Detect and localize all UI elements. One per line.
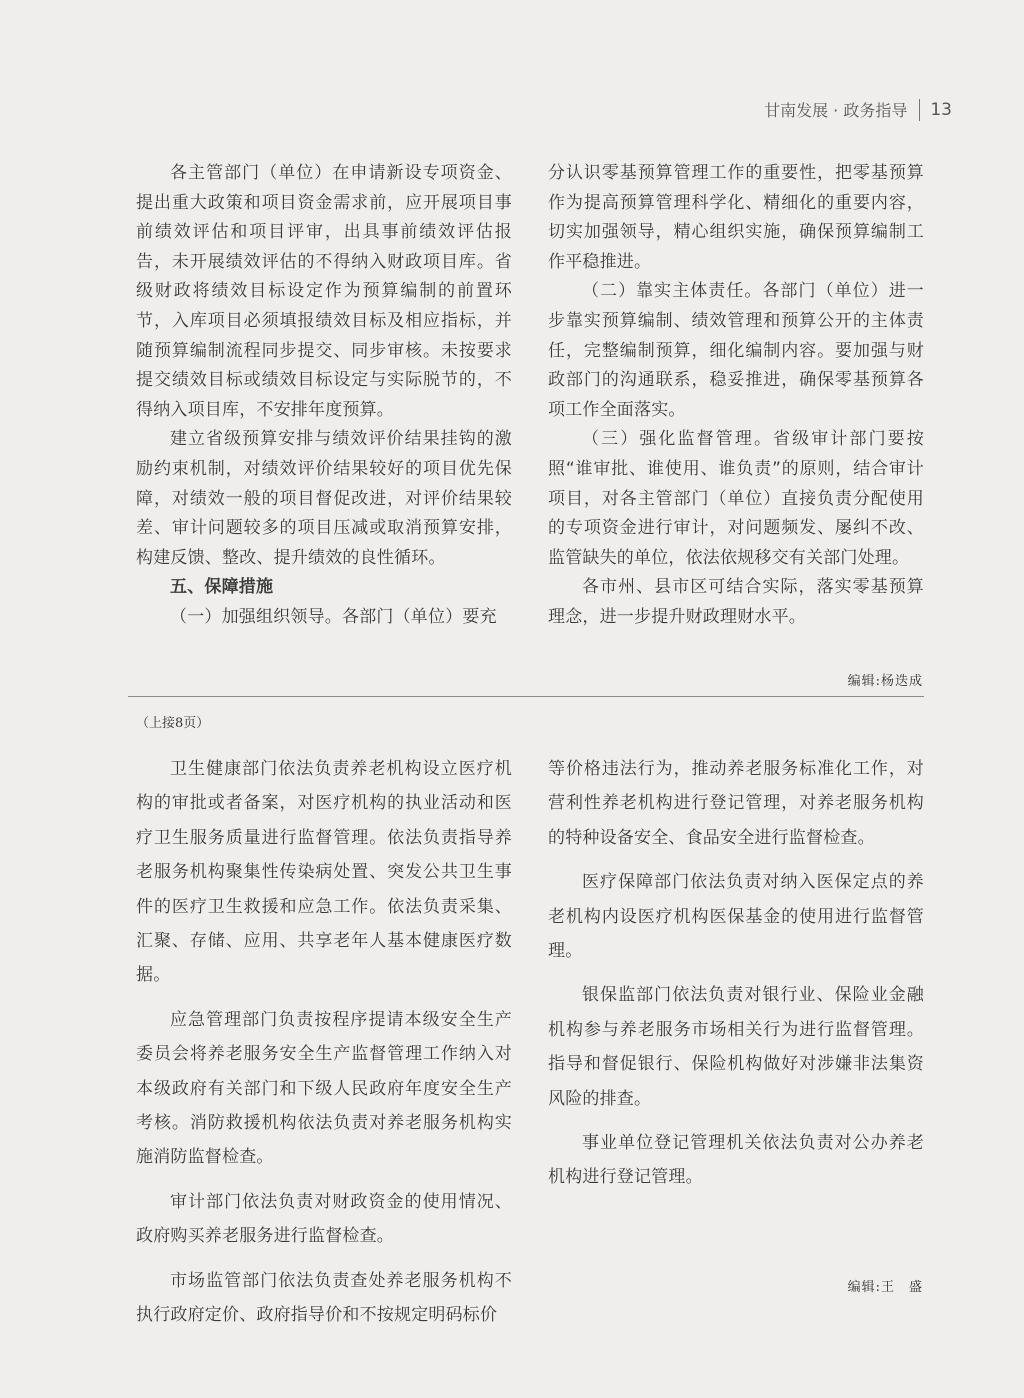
paragraph: 医疗保障部门依法负责对纳入医保定点的养老机构内设医疗机构医保基金的使用进行监督管理。: [548, 872, 924, 962]
section1-right-column: [548, 159, 924, 633]
header-title: 甘南发展 · 政务指导: [764, 101, 908, 120]
paragraph: 应急管理部门负责按程序提请本级安全生产委员会将养老服务安全生产监督管理工作纳入对本级政府有关部门和下级人民政府年度安全生产考核。消防救援机构依法负责对养老服务机构实施消防监督检查。: [136, 1009, 512, 1168]
page-header: [764, 98, 952, 121]
paragraph: 各市州、县市区可结合实际，落实零基预算理念，进一步提升财政理财水平。: [548, 577, 924, 627]
paragraph: 事业单位登记管理机关依法负责对公办养老机构进行登记管理。: [548, 1133, 924, 1188]
section2-right-column: [548, 752, 924, 1205]
paragraph: 分认识零基预算管理工作的重要性，把零基预算作为提高预算管理科学化、精细化的重要内容，切实加强领导，精心组织实施，确保预算编制工作平稳推进。: [548, 163, 924, 272]
paragraph: 审计部门依法负责对财政资金的使用情况、政府购买养老服务进行监督检查。: [136, 1191, 512, 1247]
section2-left-column: [136, 752, 512, 1343]
header-divider: [919, 99, 920, 121]
paragraph: 银保监部门依法负责对银行业、保险业金融机构参与养老服务市场相关行为进行监督管理。指导和督促银行、保险机构做好对涉嫌非法集资风险的排查。: [548, 985, 924, 1109]
section-heading: 五、保障措施: [170, 577, 274, 598]
paragraph: （二）靠实主体责任。各部门（单位）进一步靠实预算编制、绩效管理和预算公开的主体责任，完整编制预算，细化编制内容。要加强与财政部门的沟通联系，稳妥推进，确保零基预算各项工作全面落实。: [548, 281, 924, 420]
paragraph: 卫生健康部门依法负责养老机构设立医疗机构的审批或者备案，对医疗机构的执业活动和医疗卫生服务质量进行监督管理。依法负责指导养老服务机构聚集性传染病处置、突发公共卫生事件的医疗卫生救援和应急工作。依法负责采集、汇聚、存储、应用、共享老年人基本健康医疗数据。: [136, 759, 512, 986]
paragraph: 等价格违法行为，推动养老服务标准化工作，对营利性养老机构进行登记管理，对养老服务机构的特种设备安全、食品安全进行监督检查。: [548, 759, 924, 848]
page-number: 13: [930, 99, 952, 120]
paragraph: （一）加强组织领导。各部门（单位）要充: [170, 606, 497, 627]
paragraph: 建立省级预算安排与绩效评价结果挂钩的激励约束机制，对绩效评价结果较好的项目优先保障，对绩效一般的项目督促改进，对评价结果较差、审计问题较多的项目压减或取消预算安排，构建反馈、整改、提升绩效的良性循环。: [136, 429, 512, 568]
continued-note: （上接8页）: [136, 716, 210, 731]
paragraph: 市场监管部门依法负责查处养老服务机构不执行政府定价、政府指导价和不按规定明码标价: [136, 1270, 512, 1326]
editor-credit: 编辑:杨迭成: [847, 674, 923, 689]
section1-left-column: [136, 159, 512, 633]
paragraph: （三）强化监督管理。省级审计部门要按照“谁审批、谁使用、谁负责”的原则，结合审计项目，对各主管部门（单位）直接负责分配使用的专项资金进行审计，对问题频发、屡纠不改、监管缺失的单位，依法依规移交有关部门处理。: [548, 429, 924, 568]
editor-credit: 编辑:王 盛: [847, 1280, 923, 1295]
paragraph: 各主管部门（单位）在申请新设专项资金、提出重大政策和项目资金需求前，应开展项目事前绩效评估和项目评审，出具事前绩效评估报告，未开展绩效评估的不得纳入财政项目库。省级财政将绩效目标设定作为预算编制的前置环节，入库项目必须填报绩效目标及相应指标，并随预算编制流程同步提交、同步审核。未按要求提交绩效目标或绩效目标设定与实际脱节的，不得纳入项目库，不安排年度预算。: [136, 163, 512, 420]
section-divider: [128, 696, 924, 697]
